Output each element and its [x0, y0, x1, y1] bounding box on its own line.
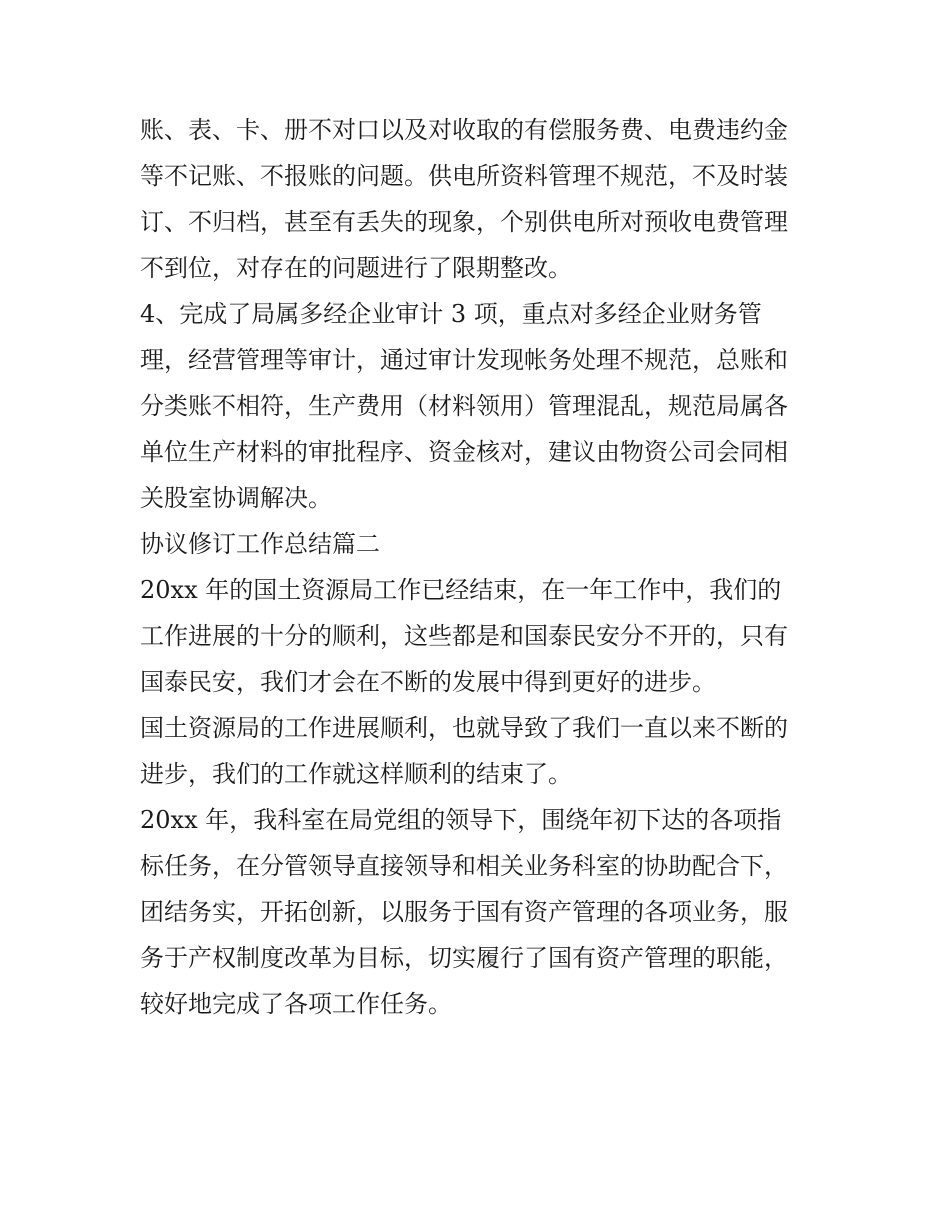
text-line: 务于产权制度改革为目标，切实履行了国有资产管理的职能， — [140, 944, 788, 972]
text-line: 20xx 年的国土资源局工作已经结束，在一年工作中，我们的 — [140, 576, 782, 604]
text-line: 分类账不相符，生产费用（材料领用）管理混乱，规范局属各 — [140, 392, 788, 420]
section-heading: 协议修订工作总结篇二 — [140, 530, 380, 558]
text-line: 团结务实，开拓创新，以服务于国有资产管理的各项业务，服 — [140, 898, 788, 926]
text-line: 较好地完成了各项工作任务。 — [140, 990, 452, 1018]
text-line: 关股室协调解决。 — [140, 484, 332, 512]
text-line: 单位生产材料的审批程序、资金核对，建议由物资公司会同相 — [140, 438, 788, 466]
text-line: 等不记账、不报账的问题。供电所资料管理不规范，不及时装 — [140, 162, 788, 190]
text-line: 国泰民安，我们才会在不断的发展中得到更好的进步。 — [140, 668, 716, 696]
text-line: 工作进展的十分的顺利，这些都是和国泰民安分不开的，只有 — [140, 622, 788, 650]
text-line: 4、完成了局属多经企业审计 3 项，重点对多经企业财务管 — [140, 300, 762, 328]
text-line: 账、表、卡、册不对口以及对收取的有偿服务费、电费违约金 — [140, 116, 788, 144]
text-line: 国土资源局的工作进展顺利，也就导致了我们一直以来不断的 — [140, 714, 788, 742]
text-line: 标任务，在分管领导直接领导和相关业务科室的协助配合下， — [140, 852, 788, 880]
text-line: 不到位，对存在的问题进行了限期整改。 — [140, 254, 572, 282]
text-line: 理，经营管理等审计，通过审计发现帐务处理不规范，总账和 — [140, 346, 788, 374]
document-body — [140, 107, 820, 1027]
text-line: 20xx 年，我科室在局党组的领导下，围绕年初下达的各项指 — [140, 806, 782, 834]
text-line: 进步，我们的工作就这样顺利的结束了。 — [140, 760, 572, 788]
text-line: 订、不归档，甚至有丢失的现象，个别供电所对预收电费管理 — [140, 208, 788, 236]
